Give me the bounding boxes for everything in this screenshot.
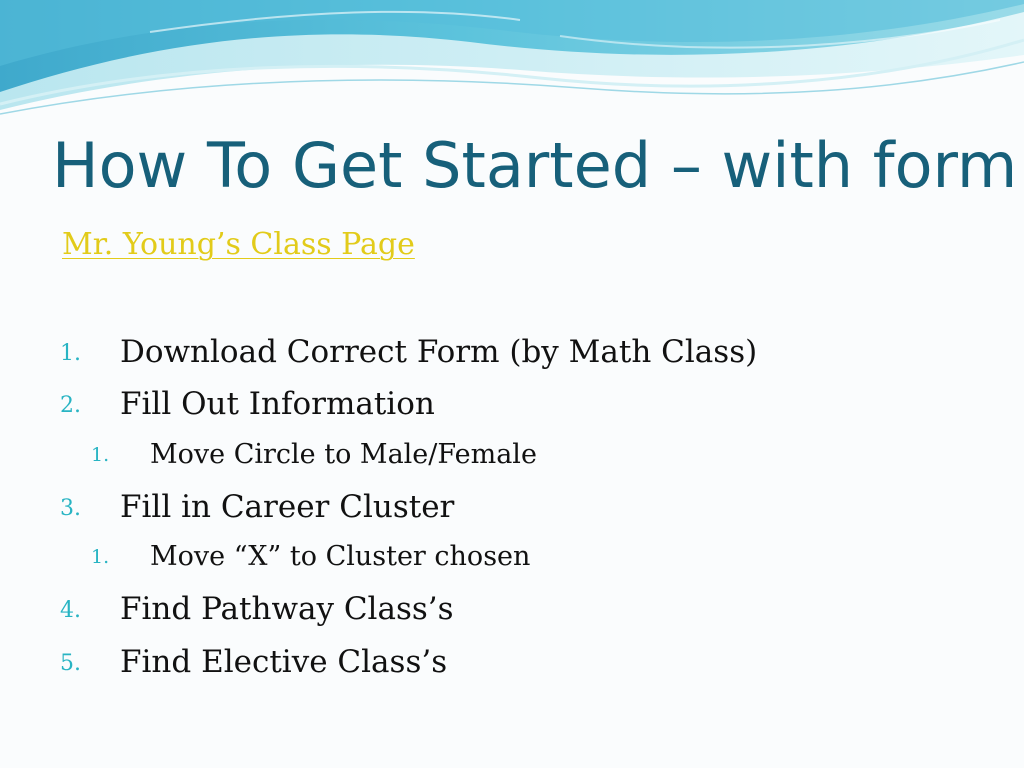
sub-list-number: 1. <box>91 444 110 466</box>
sub-list-item-text: Move Circle to Male/Female <box>150 439 537 470</box>
list-item-text: Fill in Career Cluster <box>120 489 455 525</box>
list-item <box>60 589 960 629</box>
list-number: 4. <box>60 598 81 623</box>
list-item-text: Download Correct Form (by Math Class) <box>120 334 758 370</box>
sub-list-item <box>91 438 971 472</box>
list-number: 5. <box>60 651 81 676</box>
list-item-text: Fill Out Information <box>120 386 435 422</box>
sub-list-number: 1. <box>91 546 110 568</box>
slide-title: How To Get Started – with form <box>52 129 1018 202</box>
list-item <box>60 487 960 527</box>
list-item <box>60 332 960 372</box>
class-page-link[interactable]: Mr. Young’s Class Page <box>62 227 415 262</box>
list-item-text: Find Elective Class’s <box>120 644 448 680</box>
list-item <box>60 384 960 424</box>
list-number: 2. <box>60 393 81 418</box>
list-item <box>60 642 960 682</box>
list-item-text: Find Pathway Class’s <box>120 591 454 627</box>
wave-decoration <box>0 0 1024 125</box>
sub-list-item <box>91 540 971 574</box>
list-number: 1. <box>60 341 81 366</box>
sub-list-item-text: Move “X” to Cluster chosen <box>150 541 531 572</box>
list-number: 3. <box>60 496 81 521</box>
